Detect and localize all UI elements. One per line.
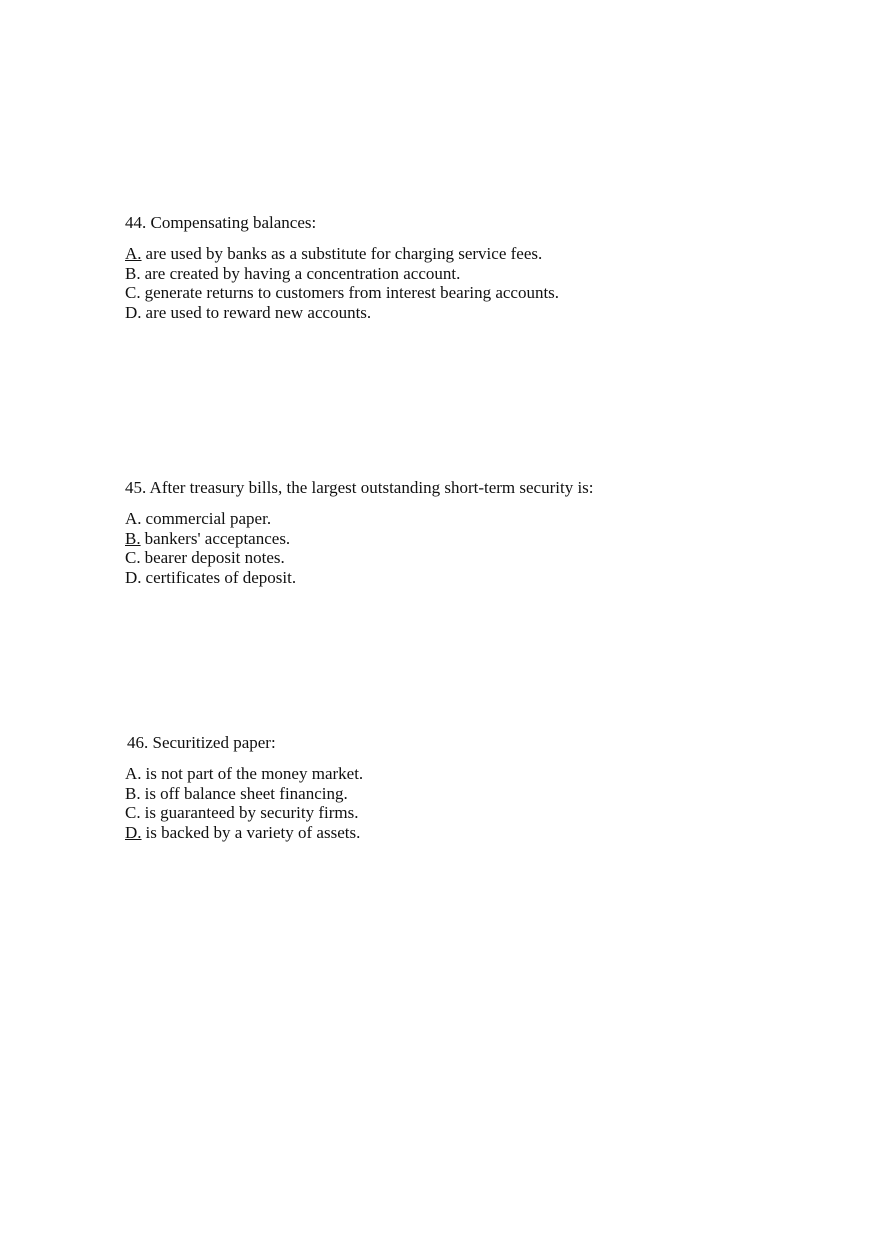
option-letter-correct: D. bbox=[125, 823, 142, 843]
option-letter: B. bbox=[125, 783, 141, 803]
option-b bbox=[125, 784, 827, 804]
option-text: are used by banks as a substitute for charging service fees. bbox=[145, 244, 543, 263]
option-text: are created by having a concentration account. bbox=[144, 263, 461, 283]
option-c bbox=[125, 548, 825, 568]
option-letter: D. bbox=[125, 303, 142, 323]
option-letter: B. bbox=[125, 263, 141, 283]
option-letter: A. bbox=[125, 764, 142, 783]
option-text: is backed by a variety of assets. bbox=[145, 823, 361, 843]
option-text: bankers' acceptances. bbox=[144, 528, 291, 548]
option-text: is not part of the money market. bbox=[145, 764, 364, 783]
option-c bbox=[125, 803, 827, 823]
option-letter-correct: B. bbox=[125, 528, 141, 548]
option-b bbox=[125, 264, 825, 284]
answer-options bbox=[125, 764, 827, 843]
option-text: is guaranteed by security firms. bbox=[144, 803, 359, 823]
option-text: generate returns to customers from interest bearing accounts. bbox=[144, 283, 560, 303]
question-44 bbox=[125, 213, 825, 323]
option-letter: A. bbox=[125, 509, 142, 528]
option-d bbox=[125, 568, 825, 588]
option-text: bearer deposit notes. bbox=[144, 548, 285, 568]
option-letter: C. bbox=[125, 803, 141, 823]
question-45 bbox=[125, 478, 825, 588]
option-text: are used to reward new accounts. bbox=[145, 303, 372, 323]
option-letter: D. bbox=[125, 568, 142, 588]
option-a bbox=[125, 244, 825, 264]
answer-options bbox=[125, 509, 825, 588]
option-d bbox=[125, 303, 825, 323]
option-a bbox=[125, 764, 827, 784]
question-stem: 44. Compensating balances: bbox=[125, 213, 317, 232]
option-d bbox=[125, 823, 827, 843]
option-letter: C. bbox=[125, 283, 141, 303]
option-text: is off balance sheet financing. bbox=[144, 783, 348, 803]
option-c bbox=[125, 283, 825, 303]
question-stem: 45. After treasury bills, the largest outstanding short-term security is: bbox=[125, 478, 594, 497]
option-text: commercial paper. bbox=[145, 509, 272, 528]
question-stem: 46. Securitized paper: bbox=[127, 733, 276, 752]
option-letter-correct: A. bbox=[125, 244, 142, 263]
option-text: certificates of deposit. bbox=[145, 568, 297, 588]
option-a bbox=[125, 509, 825, 529]
option-b bbox=[125, 529, 825, 549]
answer-options bbox=[125, 244, 825, 323]
question-46 bbox=[127, 733, 827, 843]
option-letter: C. bbox=[125, 548, 141, 568]
